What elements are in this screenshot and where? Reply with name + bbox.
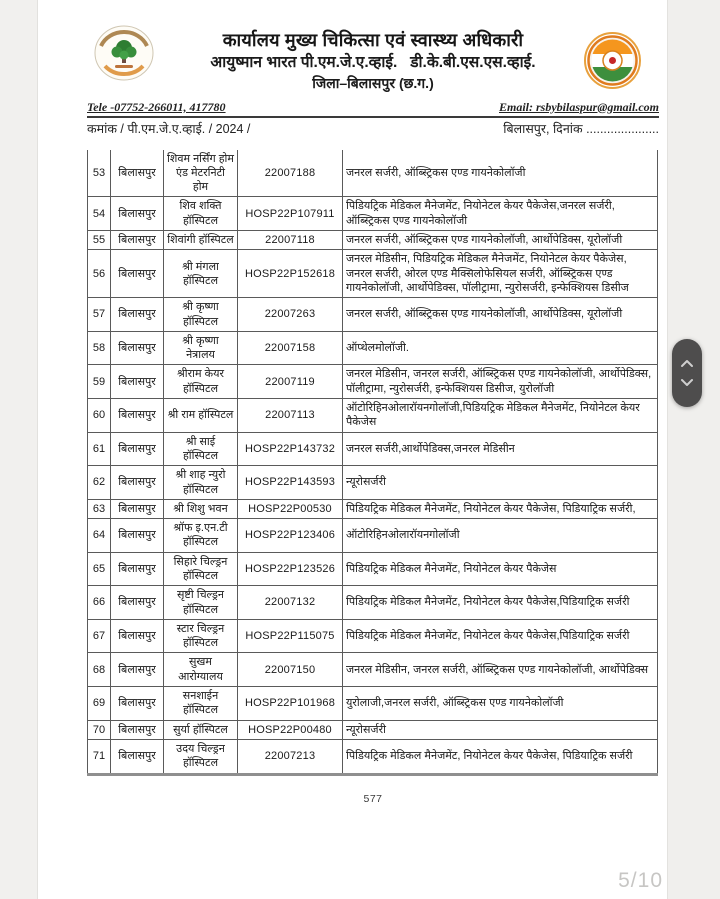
document-page [38,0,667,899]
reference-row [87,120,659,137]
cell-sno: 59 [88,365,111,399]
cell-name: श्री शिशु भवन [164,499,238,518]
cell-code: 22007118 [238,231,343,250]
cell-code: 22007119 [238,365,343,399]
cell-sno: 71 [88,739,111,774]
cell-district: बिलासपुर [111,250,164,298]
table-row [88,466,658,500]
cell-specialties: पिडियट्रिक मेडिकल मैनेजमेंट, नियोनेटल केयर पैकेजेस,पिडियाट्रिक सर्जरी [343,619,658,653]
cell-district: बिलासपुर [111,231,164,250]
cell-district: बिलासपुर [111,653,164,687]
cell-code: 22007150 [238,653,343,687]
chevron-down-icon [680,378,694,387]
table-row [88,197,658,231]
cell-sno: 69 [88,687,111,721]
cell-name: स्टार चिल्ड्रन हॉस्पिटल [164,619,238,653]
cell-code: HOSP22P123526 [238,552,343,586]
cell-specialties: जनरल मेडिसीन, जनरल सर्जरी, ऑब्स्ट्रिकस एण्ड गायनेकोलॉजी, आर्थोपेडिक्स, पॉलीट्रामा, न्युरोसर्जरी, इन्फेक्शियस डिसीज, युरोलॉजी [343,365,658,399]
right-margin-panel [667,0,720,899]
cell-name: शिव शक्ति हॉस्पिटल [164,197,238,231]
cell-name: सुर्या हॉस्पिटल [164,720,238,739]
table-row [88,653,658,687]
cell-sno: 55 [88,231,111,250]
cell-code: 22007132 [238,586,343,620]
cell-specialties: पिडियट्रिक मेडिकल मैनेजमेंट, नियोनेटल केयर पैकेजेस [343,552,658,586]
cell-name: सिहारे चिल्ड्रन हॉस्पिटल [164,552,238,586]
reference-number: कमांक / पी.एम.जे.ए.व्हाई. / 2024 / [87,121,251,136]
cell-sno: 70 [88,720,111,739]
cell-code: HOSP22P101968 [238,687,343,721]
district-title: जिला–बिलासपुर (छ.ग.) [312,74,434,91]
cell-sno: 60 [88,399,111,433]
cell-district: बिलासपुर [111,432,164,466]
table-row [88,331,658,365]
cell-specialties: जनरल मेडिसीन, जनरल सर्जरी, ऑब्स्ट्रिकस एण्ड गायनेकोलॉजी, आर्थोपेडिक्स [343,653,658,687]
cell-sno: 65 [88,552,111,586]
cell-district: बिलासपुर [111,150,164,197]
scroll-widget [672,339,702,407]
table-row [88,687,658,721]
cell-district: बिलासपुर [111,519,164,553]
table-row [88,619,658,653]
hospital-table-body [88,150,658,774]
cell-district: बिलासपुर [111,586,164,620]
cell-specialties: पिडियट्रिक मेडिकल मैनेजमेंट, नियोनेटल केयर पैकेजेस,पिडियाट्रिक सर्जरी [343,586,658,620]
cell-sno: 61 [88,432,111,466]
table-row [88,586,658,620]
cell-specialties: जनरल सर्जरी, ऑब्स्ट्रिकस एण्ड गायनेकोलॉजी, आर्थोपेडिक्स, यूरोलॉजी [343,231,658,250]
cell-district: बिलासपुर [111,331,164,365]
cell-district: बिलासपुर [111,399,164,433]
cell-specialties: न्यूरोसर्जरी [343,720,658,739]
cell-name: श्री शाह न्युरो हॉस्पिटल [164,466,238,500]
chevron-up-icon [680,359,694,368]
table-row [88,399,658,433]
cell-sno: 58 [88,331,111,365]
table-row [88,552,658,586]
cell-code: 22007113 [238,399,343,433]
cell-district: बिलासपुर [111,298,164,332]
cell-district: बिलासपुर [111,619,164,653]
cell-code: HOSP22P152618 [238,250,343,298]
place-and-date: बिलासपुर, दिनांक ..................... [503,121,659,136]
office-title: कार्यालय मुख्य चिकित्सा एवं स्वास्थ्य अधिकारी [222,30,524,50]
cell-sno: 54 [88,197,111,231]
cell-district: बिलासपुर [111,499,164,518]
cell-code: 22007188 [238,150,343,197]
cell-specialties: जनरल सर्जरी, ऑब्स्ट्रिकस एण्ड गायनेकोलॉजी [343,150,658,197]
cell-specialties: पिडियट्रिक मेडिकल मैनेजमेंट, नियोनेटल केयर पैकेजेस, पिडियाट्रिक सर्जरी [343,739,658,774]
cell-name: शिवांगी हॉस्पिटल [164,231,238,250]
cell-name: उदय चिल्ड्रन हॉस्पिटल [164,739,238,774]
cell-sno: 66 [88,586,111,620]
page-number: 577 [363,792,383,805]
cell-specialties: पिडियट्रिक मेडिकल मैनेजमेंट, नियोनेटल केयर पैकेजेस,जनरल सर्जरी, ऑब्स्ट्रिकस एण्ड गायनेकोलॉजी [343,197,658,231]
table-row [88,432,658,466]
cell-name: श्री कृष्णा हॉस्पिटल [164,298,238,332]
table-row [88,499,658,518]
scroll-up-button[interactable] [679,359,695,369]
cell-district: बिलासपुर [111,466,164,500]
table-row [88,519,658,553]
contact-row [87,100,659,118]
telephone-numbers: Tele -07752-266011, 417780 [87,99,226,114]
cell-code: 22007213 [238,739,343,774]
cell-district: बिलासपुर [111,197,164,231]
cell-code: HOSP22P00480 [238,720,343,739]
cell-code: 22007263 [238,298,343,332]
cell-name: श्री मंगला हॉस्पिटल [164,250,238,298]
cell-district: बिलासपुर [111,687,164,721]
cell-code: HOSP22P115075 [238,619,343,653]
cell-code: HOSP22P143593 [238,466,343,500]
cell-specialties: युरोलाजी,जनरल सर्जरी, ऑब्स्ट्रिकस एण्ड गायनेकोलॉजी [343,687,658,721]
cell-specialties: न्यूरोसर्जरी [343,466,658,500]
cell-name: श्रॉफ इ.एन.टी हॉस्पिटल [164,519,238,553]
left-margin-panel [0,0,38,899]
hospital-table [87,150,658,776]
table-row [88,720,658,739]
cell-name: शिवम नर्सिंग होम एंड मेटरनिटी होम [164,150,238,197]
cell-code: HOSP22P00530 [238,499,343,518]
cell-name: श्री राम हॉस्पिटल [164,399,238,433]
cell-name: सनशाईन हॉस्पिटल [164,687,238,721]
email-address: Email: rsbybilaspur@gmail.com [499,99,659,114]
letterhead [87,28,659,94]
cell-district: बिलासपुर [111,739,164,774]
cell-sno: 62 [88,466,111,500]
cell-sno: 56 [88,250,111,298]
cell-sno: 53 [88,150,111,197]
page-indicator: 5/10 [618,869,663,892]
cell-specialties: जनरल सर्जरी,आर्थोपेडिक्स,जनरल मेडिसीन [343,432,658,466]
cell-name: श्री साई हॉस्पिटल [164,432,238,466]
cell-district: बिलासपुर [111,720,164,739]
cell-name: श्री कृष्णा नेत्रालय [164,331,238,365]
cell-sno: 64 [88,519,111,553]
table-row [88,150,658,197]
cell-sno: 68 [88,653,111,687]
table-row [88,739,658,774]
cell-specialties: जनरल मेडिसीन, पिडियट्रिक मेडिकल मैनेजमेंट, नियोनेटल केयर पैकेजेस, जनरल सर्जरी, ओरल एण्ड मैक्सिलोफेसियल सर्जरी, ऑब्स्ट्रिकस एण्ड गायनेकोलॉजी, आर्थोपेडिक्स, पॉलीट्रामा, न्युरोसर्जरी, इन्फेक्शियस डिसीज [343,250,658,298]
cell-code: 22007158 [238,331,343,365]
cell-district: बिलासपुर [111,365,164,399]
table-row [88,250,658,298]
cell-specialties: ऑप्थेलमोलॉजी. [343,331,658,365]
table-row [88,365,658,399]
cell-code: HOSP22P107911 [238,197,343,231]
cell-district: बिलासपुर [111,552,164,586]
document-content [38,0,661,805]
cell-name: श्रीराम केयर हॉस्पिटल [164,365,238,399]
cell-code: HOSP22P123406 [238,519,343,553]
cell-specialties: ऑटोरिहिनओलारॉयनगोलॉजी [343,519,658,553]
cell-sno: 67 [88,619,111,653]
scheme-title: आयुष्मान भारत पी.एम.जे.ए.व्हाई. डी.के.बी.एस.एस.व्हाई. [210,54,536,72]
cell-specialties: जनरल सर्जरी, ऑब्स्ट्रिकस एण्ड गायनेकोलॉजी, आर्थोपेडिक्स, यूरोलॉजी [343,298,658,332]
cell-sno: 57 [88,298,111,332]
table-row [88,231,658,250]
scroll-down-button[interactable] [679,378,695,388]
cell-sno: 63 [88,499,111,518]
cell-name: सुखम आरोग्यालय [164,653,238,687]
cell-code: HOSP22P143732 [238,432,343,466]
cell-specialties: ऑटोरिहिनओलारॉयनगोलॉजी,पिडियट्रिक मेडिकल मैनेजमेंट, नियोनेटल केयर पैकेजेस [343,399,658,433]
cell-name: सृष्टी चिल्ड्रन हॉस्पिटल [164,586,238,620]
table-row [88,298,658,332]
cell-specialties: पिडियट्रिक मेडिकल मैनेजमेंट, नियोनेटल केयर पैकेजेस, पिडियाट्रिक सर्जरी, [343,499,658,518]
